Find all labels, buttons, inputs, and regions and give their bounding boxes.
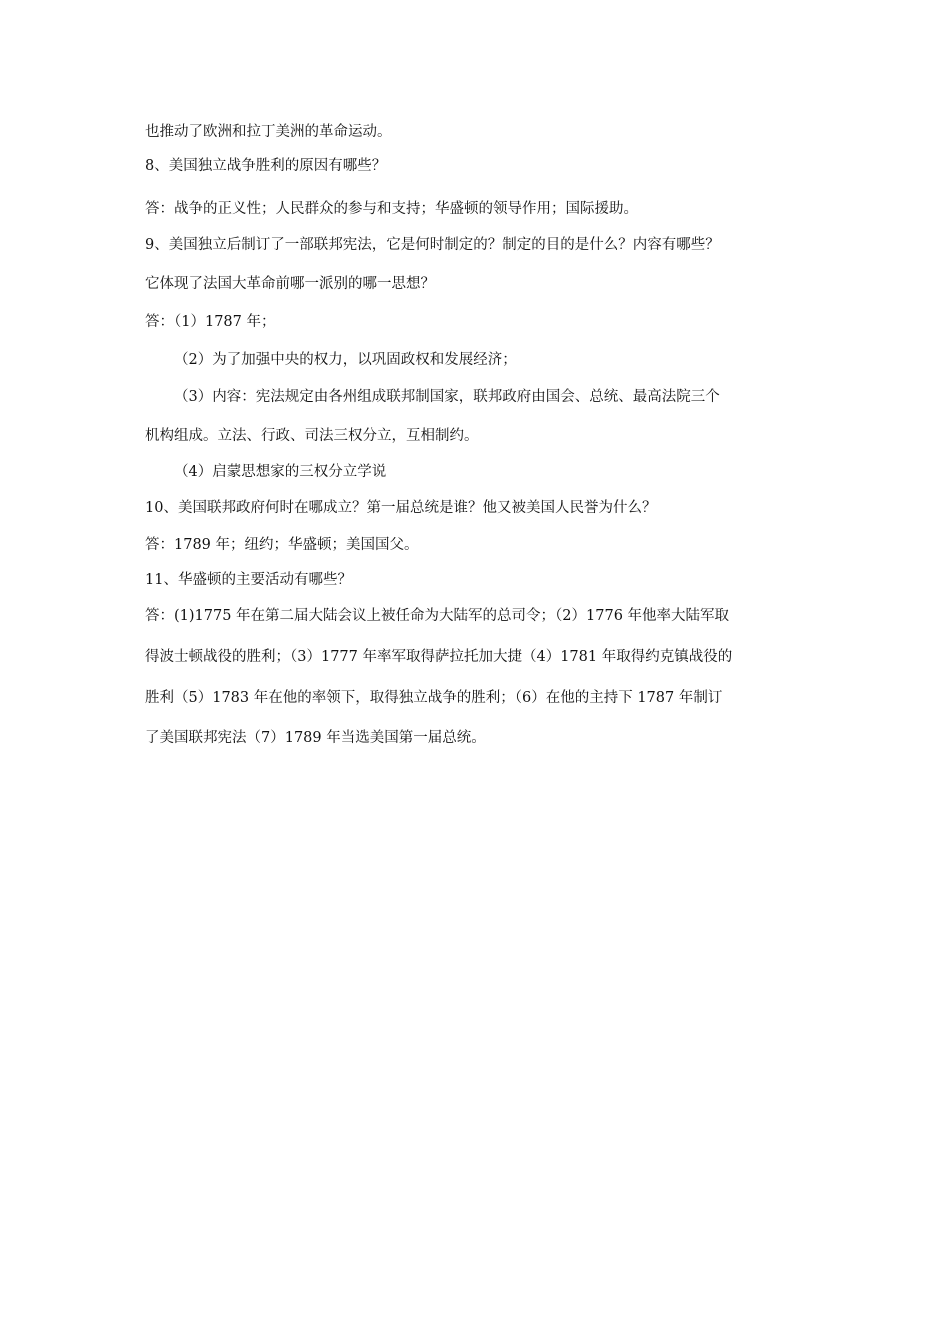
- question-9-continued: 它体现了法国大革命前哪一派别的哪一思想？: [145, 276, 435, 292]
- answer-8: 答：战争的正义性；人民群众的参与和支持；华盛顿的领导作用；国际援助。: [145, 201, 638, 217]
- question-10: 10、美国联邦政府何时在哪成立？第一届总统是谁？他又被美国人民誉为什么？: [145, 500, 657, 516]
- question-11: 11、华盛顿的主要活动有哪些？: [145, 572, 352, 588]
- answer-9-part-4: （4）启蒙思想家的三权分立学说: [174, 464, 387, 480]
- answer-10: 答：1789 年；纽约；华盛顿；美国国父。: [145, 537, 419, 553]
- answer-9-part-3: （3）内容：宪法规定由各州组成联邦制国家，联邦政府由国会、总统、最高法院三个: [174, 389, 720, 405]
- question-8: 8、美国独立战争胜利的原因有哪些？: [145, 158, 387, 174]
- answer-11-line-1: 答：(1)1775 年在第二届大陆会议上被任命为大陆军的总司令；（2）1776 年他率大陆军取: [145, 608, 730, 624]
- answer-11-line-4: 了美国联邦宪法（7）1789 年当选美国第一届总统。: [145, 730, 486, 746]
- answer-9-part-2: （2）为了加强中央的权力，以巩固政权和发展经济；: [174, 352, 517, 368]
- answer-11-line-2: 得波士顿战役的胜利；（3）1777 年率军取得萨拉托加大捷（4）1781 年取得约克镇战役的: [145, 649, 733, 665]
- question-9: 9、美国独立后制订了一部联邦宪法，它是何时制定的？制定的目的是什么？内容有哪些？: [145, 237, 720, 253]
- text-line: 也推动了欧洲和拉丁美洲的革命运动。: [145, 124, 392, 140]
- answer-9-part-3-continued: 机构组成。立法、行政、司法三权分立，互相制约。: [145, 428, 479, 444]
- answer-9-part-1: 答：（1）1787 年；: [145, 314, 276, 330]
- answer-11-line-3: 胜利（5）1783 年在他的率领下，取得独立战争的胜利；（6）在他的主持下 1787 年制订: [145, 690, 723, 706]
